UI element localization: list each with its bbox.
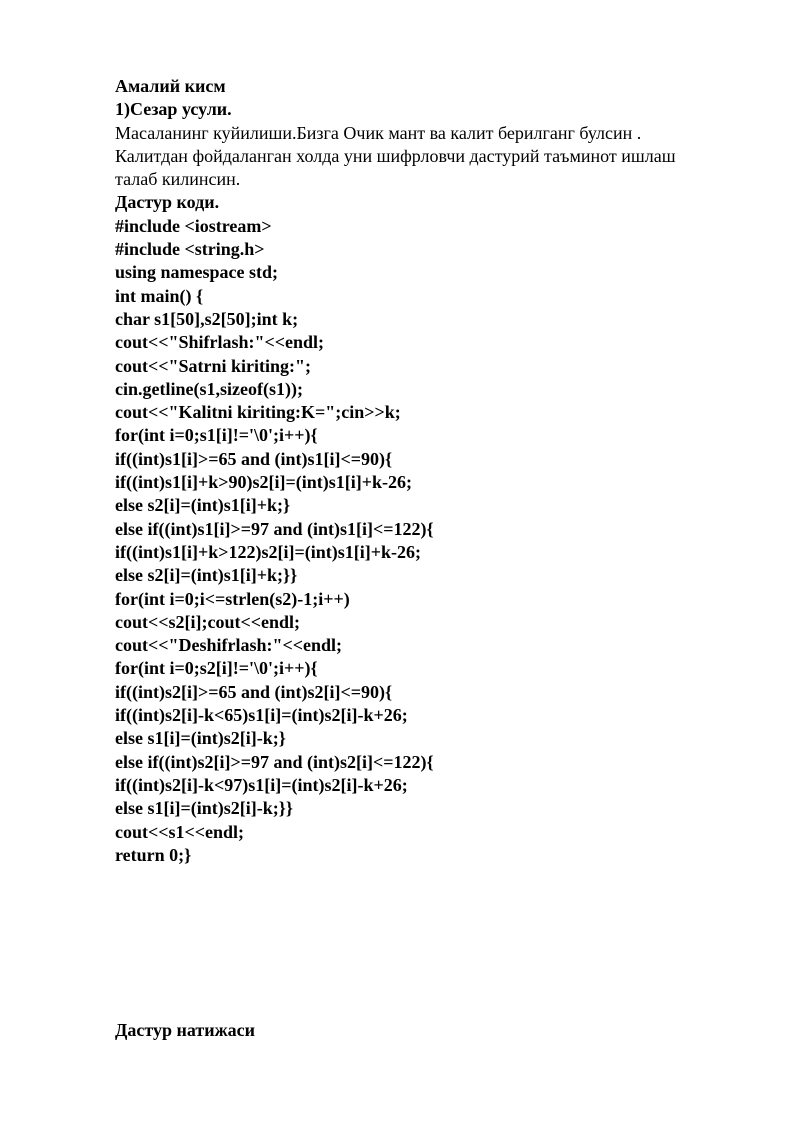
code-line: for(int i=0;s1[i]!='\0';i++){	[115, 425, 318, 446]
code-line: else s2[i]=(int)s1[i]+k;}}	[115, 565, 298, 586]
code-line: if((int)s1[i]>=65 and (int)s1[i]<=90){	[115, 448, 393, 469]
code-line: else if((int)s2[i]>=97 and (int)s2[i]<=122){	[115, 751, 434, 772]
code-line: if((int)s2[i]>=65 and (int)s2[i]<=90){	[115, 681, 393, 702]
code-line: int main() {	[115, 285, 204, 306]
code-heading: Дастур коди.	[115, 192, 220, 213]
code-line: for(int i=0;i<=strlen(s2)-1;i++)	[115, 588, 350, 609]
code-line: cout<<"Shifrlash:"<<endl;	[115, 332, 325, 353]
code-line: cin.getline(s1,sizeof(s1));	[115, 378, 303, 399]
code-line: else s1[i]=(int)s2[i]-k;}}	[115, 798, 293, 819]
code-line: cout<<s2[i];cout<<endl;	[115, 611, 301, 632]
task-text-line: Масаланинг куйилиши.Бизга Очик мант ва калит берилганг булсин .	[115, 122, 642, 143]
code-line: if((int)s1[i]+k>90)s2[i]=(int)s1[i]+k-26;	[115, 472, 412, 493]
code-line: else s1[i]=(int)s2[i]-k;}	[115, 728, 286, 749]
code-line: return 0;}	[115, 844, 192, 865]
code-line: if((int)s1[i]+k>122)s2[i]=(int)s1[i]+k-26;	[115, 541, 421, 562]
code-line: cout<<"Deshifrlash:"<<endl;	[115, 635, 343, 656]
code-line: #include <iostream>	[115, 215, 272, 236]
code-block	[115, 215, 735, 867]
code-line: cout<<"Satrni kiriting:";	[115, 355, 311, 376]
task-title: 1)Сезар усули.	[115, 99, 232, 120]
code-line: else s2[i]=(int)s1[i]+k;}	[115, 495, 291, 516]
document-content	[115, 75, 735, 867]
code-line: cout<<s1<<endl;	[115, 821, 245, 842]
code-line: #include <string.h>	[115, 239, 265, 260]
result-heading: Дастур натижаси	[115, 1020, 256, 1040]
code-line: using namespace std;	[115, 262, 279, 283]
task-text-line: Калитдан фойдаланган холда уни шифрловчи дастурий таъминот ишлаш	[115, 145, 676, 166]
code-line: if((int)s2[i]-k<97)s1[i]=(int)s2[i]-k+26;	[115, 774, 408, 795]
section-title: Амалий кисм	[115, 76, 226, 96]
code-line: for(int i=0;s2[i]!='\0';i++){	[115, 658, 318, 679]
code-line: cout<<"Kalitni kiriting:K=";cin>>k;	[115, 402, 401, 423]
task-text-line: талаб килинсин.	[115, 169, 241, 190]
code-line: else if((int)s1[i]>=97 and (int)s1[i]<=122){	[115, 518, 434, 539]
code-line: if((int)s2[i]-k<65)s1[i]=(int)s2[i]-k+26;	[115, 705, 408, 726]
code-line: char s1[50],s2[50];int k;	[115, 308, 299, 329]
